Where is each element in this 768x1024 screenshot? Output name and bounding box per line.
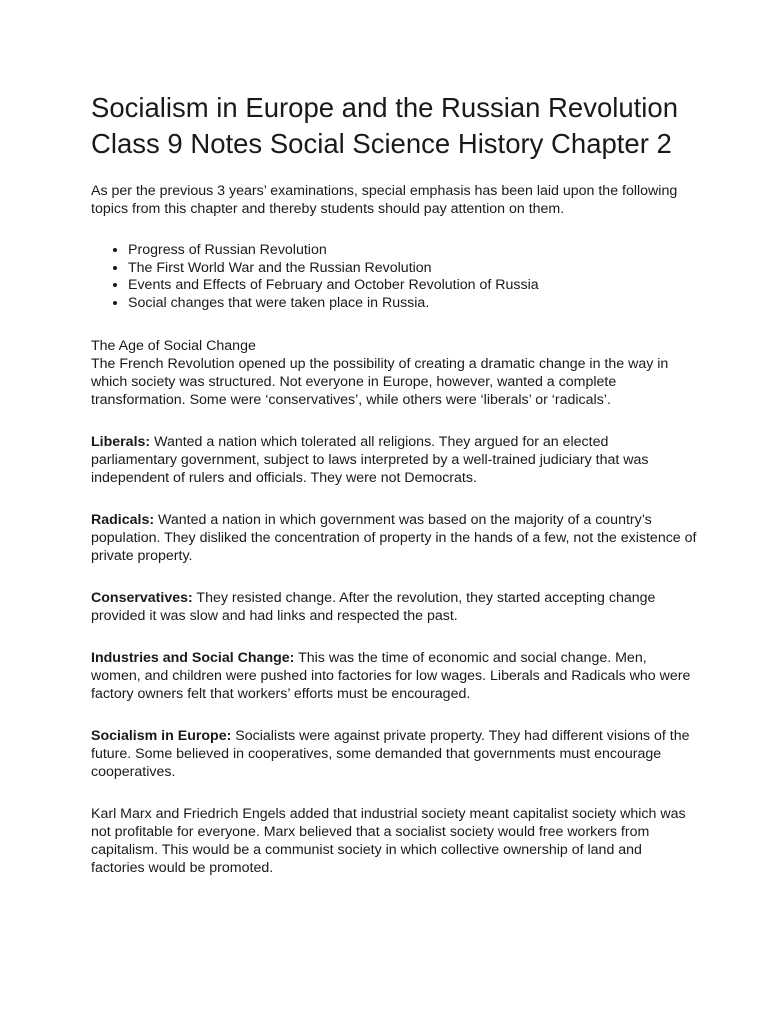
list-item: • Events and Effects of February and October Revolution of Russia xyxy=(128,277,698,295)
conservatives-paragraph xyxy=(91,589,698,625)
industries-paragraph xyxy=(91,649,698,703)
socialism-paragraph xyxy=(91,727,698,781)
page-title: Socialism in Europe and the Russian Revolution Class 9 Notes Social Science History Chapter 2 xyxy=(91,92,678,159)
term-label: Radicals: xyxy=(91,512,155,528)
term-description: Socialists were against private property. They had different visions of the future. Some believed in cooperatives, some demanded that governments must encourage cooperatives. xyxy=(91,728,690,780)
marx-paragraph: Karl Marx and Friedrich Engels added that industrial society meant capitalist society which was not profitable for everyone. Marx believed that a socialist society would free workers from capitalism. This would be a communist society in which collective ownership of land and factories would be promoted. xyxy=(91,806,686,876)
intro-paragraph: As per the previous 3 years’ examinations, special emphasis has been laid upon the following topics from this chapter and thereby students should pay attention on them. xyxy=(91,183,678,217)
term-label: Socialism in Europe: xyxy=(91,728,232,744)
list-item: • Progress of Russian Revolution xyxy=(128,242,698,260)
term-description: Wanted a nation in which government was based on the majority of a country’s population. They disliked the concentration of property in the hands of a few, not the existence of private property. xyxy=(91,512,697,564)
term-description: Wanted a nation which tolerated all religions. They argued for an elected parliamentary government, subject to laws interpreted by a well-trained judiciary that was independent of rulers and officials. They were not Democrats. xyxy=(91,434,649,486)
age-of-social-change-section xyxy=(91,337,698,409)
liberals-paragraph xyxy=(91,433,698,487)
radicals-paragraph xyxy=(91,511,698,565)
term-label: Industries and Social Change: xyxy=(91,650,295,666)
term-description: They resisted change. After the revolution, they started accepting change provided it was slow and had links and respected the past. xyxy=(91,590,656,624)
term-label: Conservatives: xyxy=(91,590,193,606)
section-paragraph: The French Revolution opened up the possibility of creating a dramatic change in the way in which society was structured. Not everyone in Europe, however, wanted a complete transformation. Some were ‘conservatives’, while others were ‘liberals’ or ‘radicals’. xyxy=(91,356,669,408)
section-heading: The Age of Social Change xyxy=(91,338,256,354)
term-description: This was the time of economic and social change. Men, women, and children were pushed into factories for low wages. Liberals and Radicals who were factory owners felt that workers’ efforts must be encouraged. xyxy=(91,650,691,702)
list-item: • The First World War and the Russian Revolution xyxy=(128,260,698,278)
term-label: Liberals: xyxy=(91,434,151,450)
list-item: • Social changes that were taken place in Russia. xyxy=(128,295,698,313)
topics-list xyxy=(91,242,698,312)
